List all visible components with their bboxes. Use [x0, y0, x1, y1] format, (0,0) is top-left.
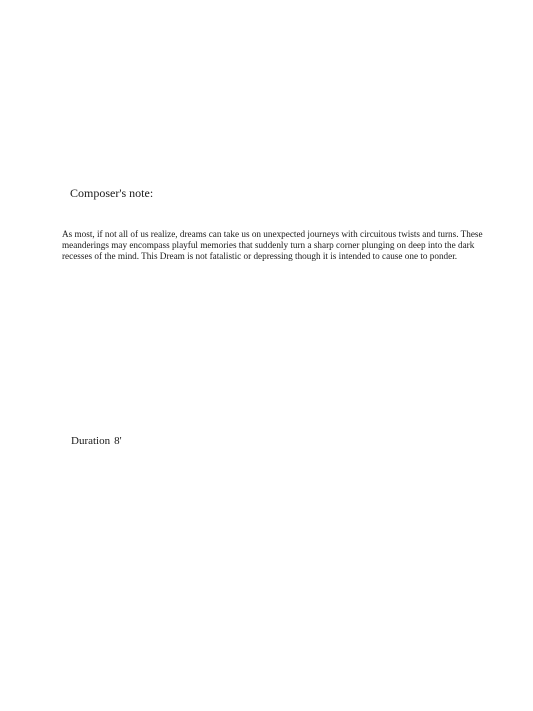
composers-note-text: As most, if not all of us realize, dreams can take us on unexpected journeys with circuitous twists and turns. These meanderings may encompass playful memories that suddenly turn a sharp corner plunging on deep into the dark recesses of the mind. This Dream is not fatalistic or depressing though it is intended to cause one to ponder.	[62, 229, 483, 261]
duration-line	[71, 435, 122, 448]
composers-note-body	[62, 229, 494, 262]
duration-value: 8'	[114, 435, 122, 447]
duration-label: Duration	[71, 435, 111, 447]
composers-note-heading: Composer's note:	[70, 186, 154, 200]
